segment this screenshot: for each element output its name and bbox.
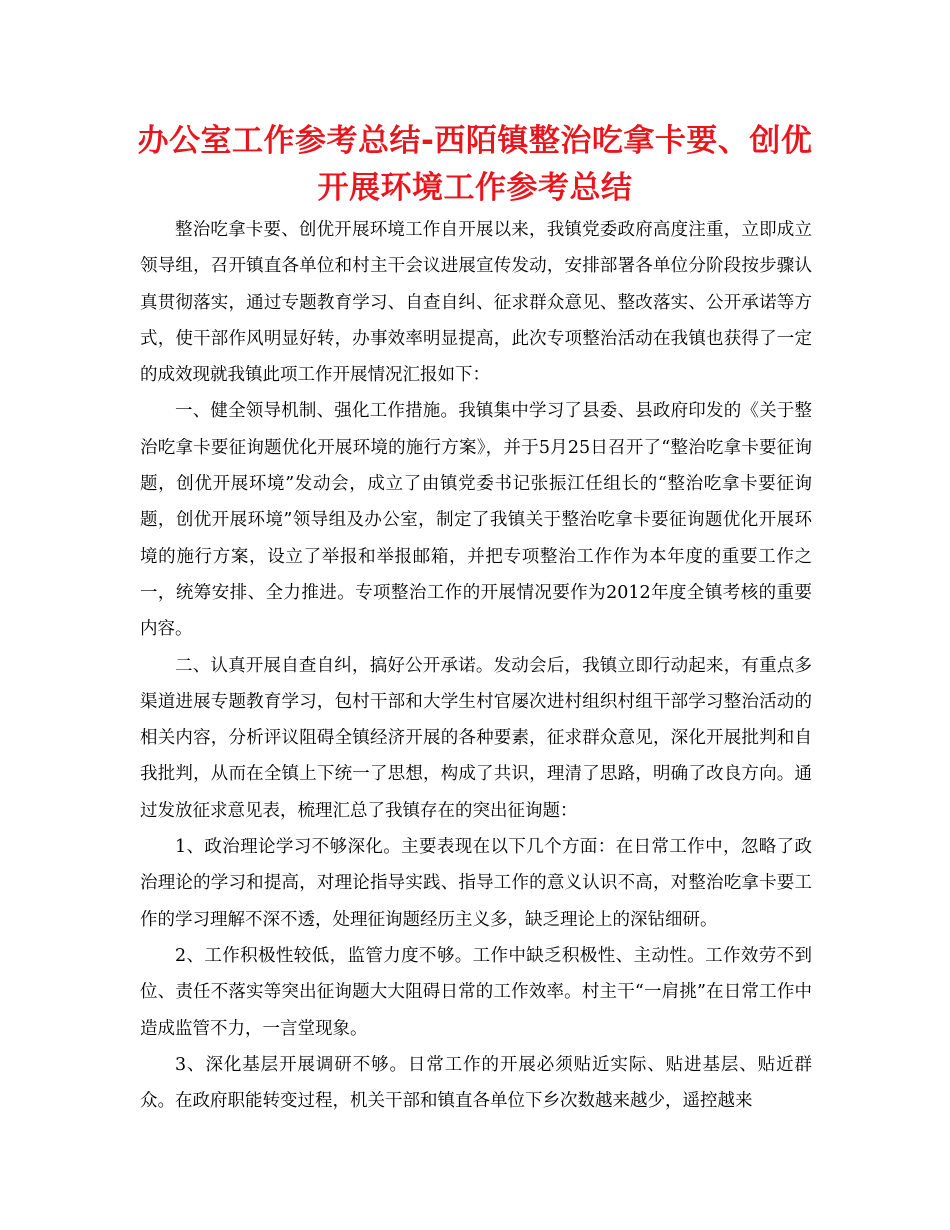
document-body: [140, 212, 812, 1119]
paragraph-section-2: 二、认真开展自查自纠，搞好公开承诺。发动会后，我镇立即行动起来，有重点多渠道进展专题教育学习，包村干部和大学生村官屡次进村组织村组干部学习整治活动的相关内容，分析评议阻碍全镇经济开展的各种要素，征求群众意见，深化开展批判和自我批判，从而在全镇上下统一了思想，构成了共识，理清了思路，明确了改良方向。通过发放征求意见表，梳理汇总了我镇存在的突出征询题：: [140, 655, 812, 821]
paragraph-intro: 整治吃拿卡要、创优开展环境工作自开展以来，我镇党委政府高度注重，立即成立领导组，召开镇直各单位和村主干会议进展宣传发动，安排部署各单位分阶段按步骤认真贯彻落实，通过专题教育学习、自查自纠、征求群众意见、整改落实、公开承诺等方式，使干部作风明显好转，办事效率明显提高，此次专项整治活动在我镇也获得了一定的成效现就我镇此项工作开展情况汇报如下：: [140, 220, 812, 386]
document-title: 办公室工作参考总结-西陌镇整治吃拿卡要、创优开展环境工作参考总结: [137, 123, 813, 206]
paragraph-issue-2: 2、工作积极性较低，监管力度不够。工作中缺乏积极性、主动性。工作效劳不到位、责任不落实等突出征询题大大阻碍日常的工作效率。村主干“一肩挑”在日常工作中造成监管不力，一言堂现象。: [140, 945, 812, 1039]
paragraph-section-1: 一、健全领导机制、强化工作措施。我镇集中学习了县委、县政府印发的《关于整治吃拿卡要征询题优化开展环境的施行方案》，并于5月25日召开了“整治吃拿卡要征询题，创优开展环境”发动会，成立了由镇党委书记张振江任组长的“整治吃拿卡要征询题，创优开展环境”领导组及办公室，制定了我镇关于整治吃拿卡要征询题优化开展环境的施行方案，设立了举报和举报邮箱，并把专项整治工作作为本年度的重要工作之一，统筹安排、全力推进。专项整治工作的开展情况要作为2012年度全镇考核的重要内容。: [140, 401, 812, 640]
paragraph-issue-1: 1、政治理论学习不够深化。主要表现在以下几个方面：在日常工作中，忽略了政治理论的学习和提高，对理论指导实践、指导工作的意义认识不高，对整治吃拿卡要工作的学习理解不深不透，处理征询题经历主义多，缺乏理论上的深钻细研。: [140, 837, 812, 930]
paragraph-issue-3: 3、深化基层开展调研不够。日常工作的开展必须贴近实际、贴进基层、贴近群众。在政府职能转变过程，机关干部和镇直各单位下乡次数越来越少，遥控越来: [140, 1054, 812, 1112]
